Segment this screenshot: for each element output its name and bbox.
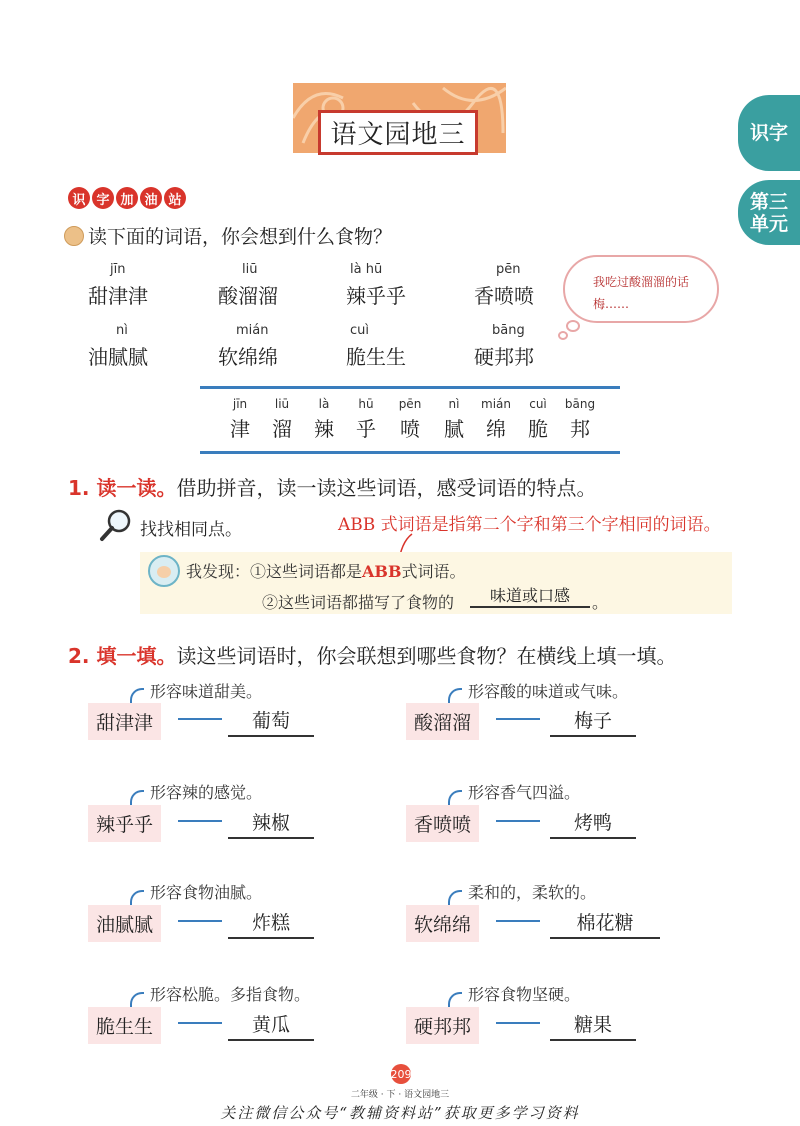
word-text: 软绵绵 bbox=[218, 345, 278, 369]
word-pinyin: jīn bbox=[110, 262, 126, 277]
char-pinyin: nì bbox=[448, 397, 460, 411]
char-text: 溜 bbox=[272, 417, 292, 441]
find-same-label: 找找相同点。 bbox=[140, 520, 242, 540]
section2-text: 读这些词语时，你会联想到哪些食物？在横线上填一填。 bbox=[176, 644, 677, 668]
word-item bbox=[218, 262, 278, 309]
word-pinyin: nì bbox=[116, 323, 128, 338]
pair-answer[interactable]: 烤鸭 bbox=[550, 808, 636, 839]
pair-dash bbox=[178, 820, 222, 822]
word-item bbox=[88, 262, 148, 309]
pair-word: 硬邦邦 bbox=[406, 1007, 479, 1044]
char-item bbox=[434, 397, 474, 442]
intro-text: 读下面的词语，你会想到什么食物？ bbox=[88, 226, 393, 248]
pair-answer[interactable]: 糖果 bbox=[550, 1010, 636, 1041]
char-item bbox=[220, 397, 260, 442]
char-item bbox=[390, 397, 430, 442]
word-item bbox=[346, 323, 406, 370]
tab-unit-three[interactable] bbox=[738, 180, 800, 245]
badge-char: 识 bbox=[68, 187, 90, 209]
pair-word: 酸溜溜 bbox=[406, 703, 479, 740]
tab-literacy[interactable]: 识字 bbox=[738, 95, 800, 171]
discovery-line-1 bbox=[186, 559, 466, 582]
pair-dash bbox=[496, 920, 540, 922]
literacy-station-badge bbox=[68, 187, 186, 209]
word-item bbox=[346, 262, 406, 309]
char-item bbox=[346, 397, 386, 442]
bubble-text: 我吃过酸溜溜的话梅…… bbox=[593, 275, 690, 311]
pair-answer[interactable]: 黄瓜 bbox=[228, 1010, 314, 1041]
char-pinyin: bāng bbox=[564, 397, 596, 411]
pair-label: 形容松脆。多指食物。 bbox=[150, 985, 311, 1004]
word-item bbox=[474, 323, 534, 370]
section1-text: 借助拼音，读一读这些词语，感受词语的特点。 bbox=[176, 476, 597, 500]
abb-note: ABB 式词语是指第二个字和第三个字相同的词语。 bbox=[338, 515, 721, 535]
char-item bbox=[304, 397, 344, 442]
word-text: 硬邦邦 bbox=[474, 345, 534, 369]
section1-title bbox=[68, 472, 596, 501]
badge-char: 加 bbox=[116, 187, 138, 209]
pair-dash bbox=[178, 920, 222, 922]
section2-title bbox=[68, 640, 676, 669]
pair-label: 形容食物油腻。 bbox=[150, 883, 263, 902]
discovery2-text: ②这些词语都描写了食物的 bbox=[262, 593, 455, 612]
pair-answer[interactable]: 梅子 bbox=[550, 706, 636, 737]
footer-caption: 二年级 · 下 · 语文园地三 bbox=[350, 1090, 450, 1100]
char-item bbox=[518, 397, 558, 442]
char-pinyin: hū bbox=[358, 397, 374, 411]
char-pinyin: cuì bbox=[529, 397, 547, 411]
characters-strip bbox=[200, 386, 620, 454]
char-text: 喷 bbox=[400, 417, 420, 441]
char-pinyin: là bbox=[318, 397, 330, 411]
word-text: 脆生生 bbox=[346, 345, 406, 369]
char-item bbox=[262, 397, 302, 442]
pair-label: 形容食物坚硬。 bbox=[468, 985, 581, 1004]
char-pinyin: jīn bbox=[232, 397, 248, 411]
pair-answer[interactable]: 葡萄 bbox=[228, 706, 314, 737]
pair-dash bbox=[496, 718, 540, 720]
char-pinyin: pēn bbox=[398, 397, 422, 411]
badge-char: 站 bbox=[164, 187, 186, 209]
word-item bbox=[474, 262, 534, 309]
discovery-suffix: 式词语。 bbox=[401, 562, 466, 581]
pair-dash bbox=[496, 1022, 540, 1024]
pair-word: 香喷喷 bbox=[406, 805, 479, 842]
char-item bbox=[476, 397, 516, 442]
discovery-prefix: 我发现：①这些词语都是 bbox=[186, 562, 363, 581]
char-pinyin: mián bbox=[481, 397, 511, 411]
badge-char: 油 bbox=[140, 187, 162, 209]
char-text: 乎 bbox=[356, 417, 376, 441]
page-title: 语文园地三 bbox=[318, 110, 478, 155]
read-icon bbox=[64, 226, 84, 246]
pair-word: 软绵绵 bbox=[406, 905, 479, 942]
word-text: 甜津津 bbox=[88, 284, 148, 308]
badge-char: 字 bbox=[92, 187, 114, 209]
bubble-dot bbox=[558, 331, 568, 340]
pair-label: 形容味道甜美。 bbox=[150, 682, 263, 701]
char-item bbox=[560, 397, 600, 442]
word-text: 香喷喷 bbox=[474, 284, 534, 308]
section1-number: 1. 读一读。 bbox=[68, 476, 177, 500]
char-text: 绵 bbox=[486, 417, 506, 441]
pair-word: 辣乎乎 bbox=[88, 805, 161, 842]
magnifier-icon bbox=[98, 507, 134, 543]
word-text: 辣乎乎 bbox=[346, 284, 406, 308]
word-text: 油腻腻 bbox=[88, 345, 148, 369]
word-pinyin: mián bbox=[236, 323, 269, 338]
pair-dash bbox=[496, 820, 540, 822]
pair-word: 油腻腻 bbox=[88, 905, 161, 942]
word-pinyin: bāng bbox=[492, 323, 525, 338]
pair-answer[interactable]: 棉花糖 bbox=[550, 908, 660, 939]
word-pinyin: là hū bbox=[350, 262, 383, 277]
pair-word: 甜津津 bbox=[88, 703, 161, 740]
tab-unit-three-label: 第三 单元 bbox=[749, 190, 788, 235]
pair-label: 形容香气四溢。 bbox=[468, 783, 581, 802]
char-pinyin: liū bbox=[274, 397, 290, 411]
char-text: 辣 bbox=[314, 417, 334, 441]
bubble-dot bbox=[566, 320, 580, 332]
discovery-line-2 bbox=[262, 590, 454, 613]
word-pinyin: pēn bbox=[496, 262, 521, 277]
char-text: 脆 bbox=[528, 417, 548, 441]
discovery-abb: ABB bbox=[362, 562, 402, 581]
section2-number: 2. 填一填。 bbox=[68, 644, 177, 668]
intro-question bbox=[64, 222, 392, 249]
watermark-text: 关注微信公众号“教辅资料站”获取更多学习资料 bbox=[220, 1104, 580, 1122]
word-item bbox=[88, 323, 148, 370]
pair-label: 形容辣的感觉。 bbox=[150, 783, 263, 802]
word-text: 酸溜溜 bbox=[218, 284, 278, 308]
pair-answer[interactable]: 辣椒 bbox=[228, 808, 314, 839]
thought-bubble bbox=[563, 255, 719, 323]
flavor-answer-blank[interactable]: 味道或口感 bbox=[470, 583, 590, 608]
word-pinyin: liū bbox=[242, 262, 258, 277]
pair-label: 形容酸的味道或气味。 bbox=[468, 682, 629, 701]
discovery2-end: 。 bbox=[592, 593, 609, 612]
pair-answer[interactable]: 炸糕 bbox=[228, 908, 314, 939]
word-pinyin: cuì bbox=[350, 323, 369, 338]
char-text: 腻 bbox=[444, 417, 464, 441]
child-avatar bbox=[148, 555, 180, 587]
pair-word: 脆生生 bbox=[88, 1007, 161, 1044]
pair-label: 柔和的，柔软的。 bbox=[468, 883, 597, 902]
page-number: 209 bbox=[391, 1064, 411, 1084]
char-text: 邦 bbox=[570, 417, 590, 441]
char-text: 津 bbox=[230, 417, 250, 441]
word-item bbox=[218, 323, 278, 370]
pair-dash bbox=[178, 718, 222, 720]
pair-dash bbox=[178, 1022, 222, 1024]
